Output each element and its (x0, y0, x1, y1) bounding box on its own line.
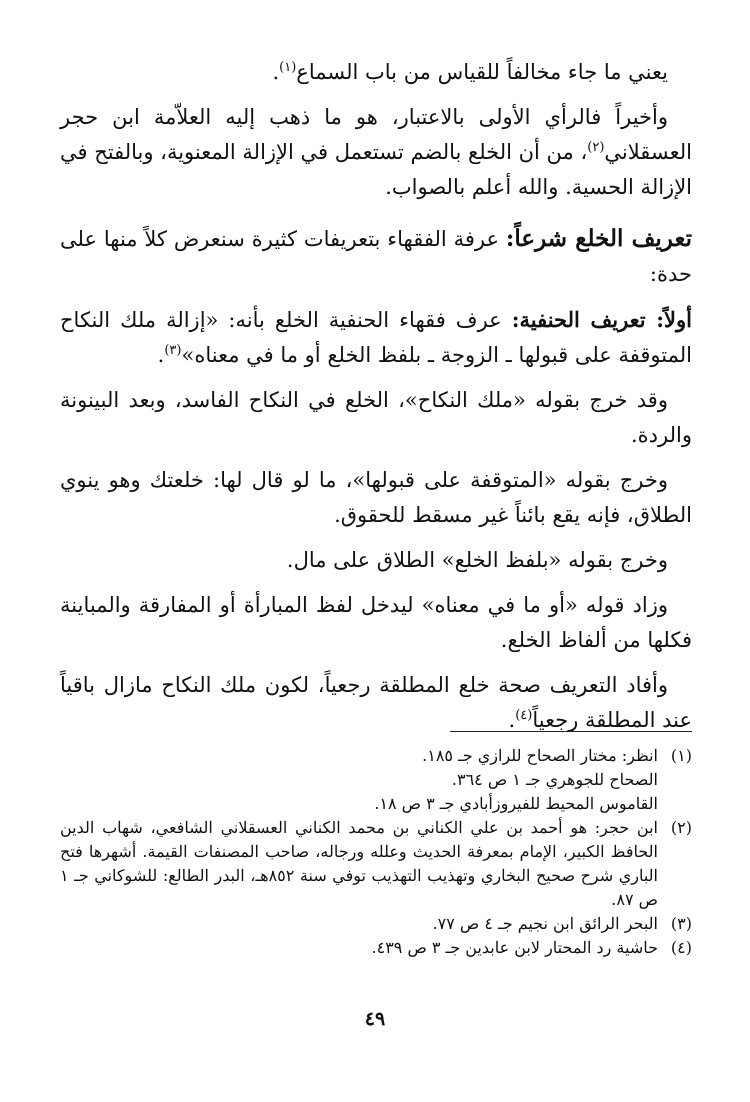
footnote-line: البحر الرائق ابن نجيم جـ ٤ ص ٧٧. (432, 914, 658, 933)
paragraph-1: يعني ما جاء مخالفاً للقياس من باب السماع$^{(١)}$. (272, 60, 668, 84)
footnote-1 (60, 744, 692, 816)
footnote-number: (٢) (670, 818, 692, 837)
paragraph-5: وقد خرج بقوله «ملك النكاح»، الخلع في النكاح الفاسد، وبعد البينونة والردة. (60, 388, 692, 447)
footnotes (60, 744, 692, 960)
footnote-ref-3[interactable]: (٣) (164, 343, 182, 358)
footnote-number: (٤) (670, 938, 692, 957)
footnote-4 (60, 936, 692, 960)
footnote-line: الصحاح للجوهري جـ ١ ص ٣٦٤. (451, 770, 658, 789)
page-number: ٤٩ (364, 1008, 386, 1030)
footnote-ref-2[interactable]: (٢) (587, 140, 605, 155)
subsection-heading: أولاً: تعريف الحنفية: (511, 307, 693, 332)
footnote-line: حاشية رد المحتار لابن عابدين جـ ٣ ص ٤٣٩. (371, 938, 658, 957)
footnote-2 (60, 816, 692, 912)
footnote-number: (٣) (670, 914, 692, 933)
footnote-line: انظر: مختار الصحاح للرازي جـ ١٨٥. (422, 746, 658, 765)
section-heading: تعريف الخلع شرعاً: (505, 225, 692, 252)
footnote-divider (450, 731, 692, 732)
footnote-3 (60, 912, 692, 936)
paragraph-7: وخرج بقوله «بلفظ الخلع» الطلاق على مال. (286, 548, 668, 572)
paragraph-6: وخرج بقوله «المتوقفة على قبولها»، ما لو قال لها: خلعتك وهو ينوي الطلاق، فإنه يقع بائناً غير مسقط للحقوق. (60, 468, 692, 527)
paragraph-8: وزاد قوله «أو ما في معناه» ليدخل لفظ المبارأة أو المفارقة والمباينة فكلها من ألفاظ الخلع. (60, 593, 692, 652)
footnote-ref-4[interactable]: (٤) (515, 708, 533, 723)
footnote-number: (١) (670, 746, 692, 765)
paragraph-hanafi-definition: أولاً: تعريف الحنفية: عرف فقهاء الحنفية الخلع بأنه: «إزالة ملك النكاح المتوقفة على قبولها ـ الزوجة ـ بلفظ الخلع أو ما في معناه»$^{(٣)}$. (60, 307, 693, 367)
paragraph-definition-heading: تعريف الخلع شرعاً: عرفة الفقهاء بتعريفات كثيرة سنعرض كلاً منها على حدة: (60, 225, 692, 286)
footnote-ref-1[interactable]: (١) (279, 60, 297, 75)
footnote-line: القاموس المحيط للفيروزأبادي جـ ٣ ص ١٨. (374, 794, 658, 813)
paragraph-9: وأفاد التعريف صحة خلع المطلقة رجعياً، لكون ملك النكاح مازال باقياً عند المطلقة رجعياً$^{(٤)}$. (60, 673, 692, 732)
paragraph-2: وأخيراً فالرأي الأولى بالاعتبار، هو ما ذهب إليه العلاّمة ابن حجر العسقلاني$^{(٢)}$، من أن الخلع بالضم تستعمل في الإزالة المعنوية، وبالفتح في الإزالة الحسية. والله أعلم بالصواب. (59, 105, 692, 199)
main-text (60, 55, 692, 748)
footnote-line: ابن حجر: هو أحمد بن علي الكناني بن محمد الكناني العسقلاني الشافعي، شهاب الدين الحافظ الكبير، الإمام بمعرفة الحديث وعلله ورجاله، صاحب المصنفات القيمة. أشهرها فتح الباري شرح صحيح البخاري وتهذيب التهذيب توفي سنة ٨٥٢هـ، البدر الطالع: للشوكاني جـ ١ ص ٨٧. (60, 818, 658, 909)
